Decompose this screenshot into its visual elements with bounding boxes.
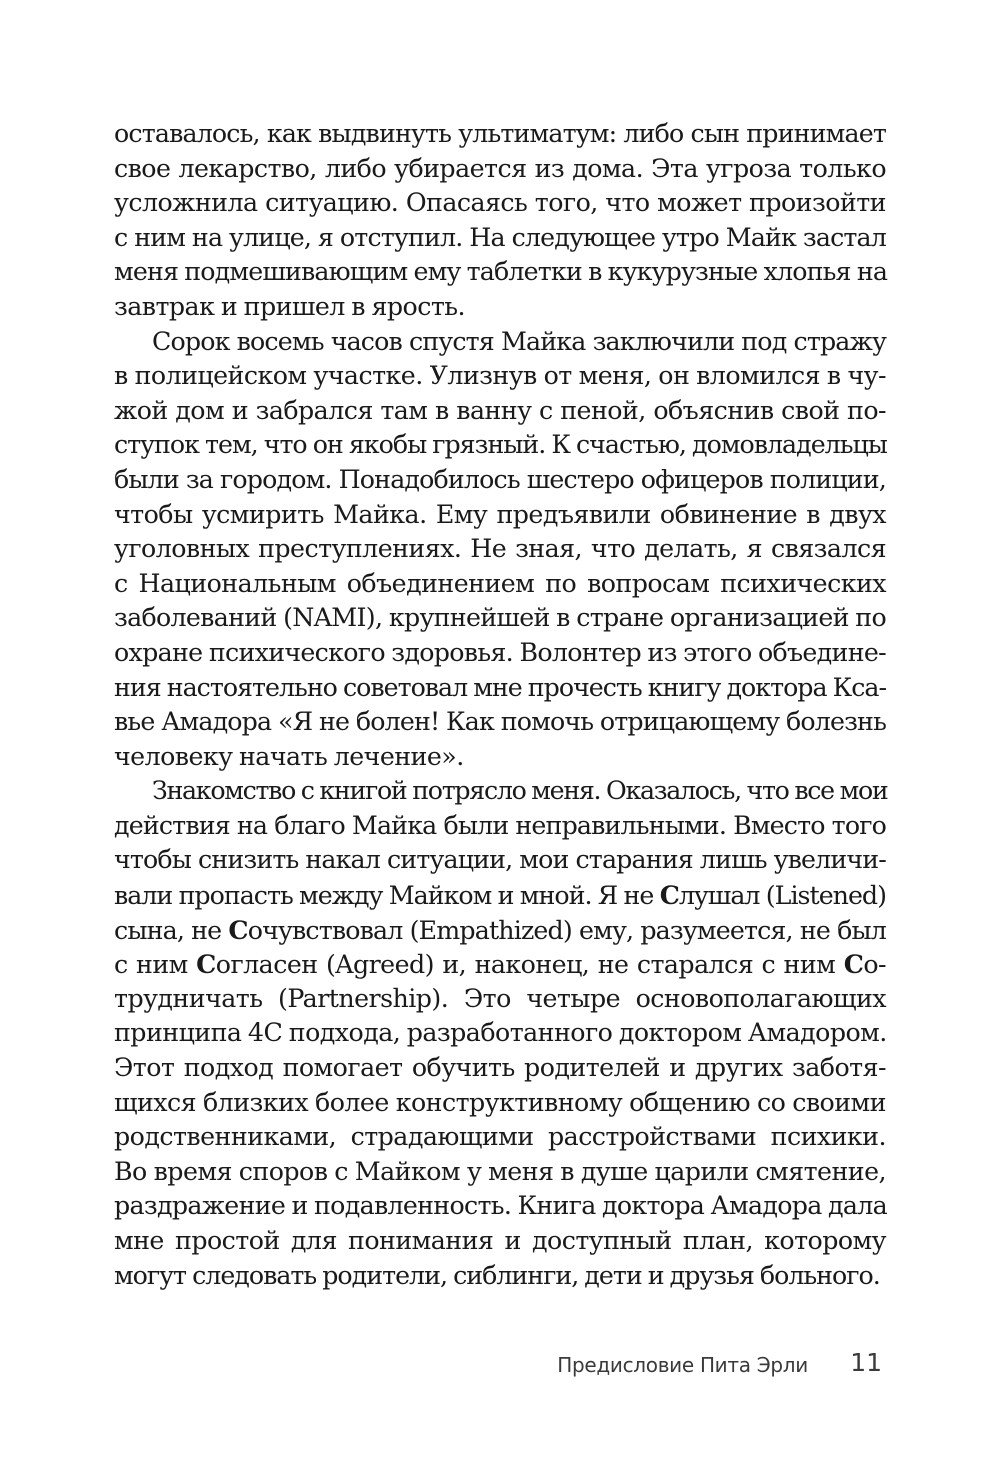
text-line: родственниками, страдающими расстройствами психики.: [114, 1122, 886, 1152]
text-line: раздражение и подавленность. Книга доктора Амадора дала: [114, 1191, 887, 1221]
text-line: Этот подход помогает обучить родителей и других заботя-: [114, 1053, 886, 1083]
text-line: вье Амадора «Я не болен! Как помочь отрицающему болезнь: [114, 707, 886, 737]
text-line: трудничать (Partnership). Это четыре основополагающих: [114, 983, 886, 1013]
text-line: Во время споров с Майком у меня в душе царили смятение,: [114, 1156, 886, 1186]
text-line: чтобы усмирить Майка. Ему предъявили обвинение в двух: [114, 499, 886, 529]
text-line: Сорок восемь часов спустя Майка заключили под стражу: [152, 326, 886, 356]
text-segment: огласен (Agreed) и, наконец, не старался с ним: [215, 950, 844, 980]
text-line: были за городом. Понадобилось шестеро офицеров полиции,: [114, 464, 886, 494]
text-segment: о-: [863, 950, 886, 980]
text-line: с ним на улице, я отступил. На следующее утро Майк застал: [114, 222, 886, 252]
text-segment: лушал (Listened): [678, 881, 886, 911]
text-segment: сына, не: [114, 915, 229, 945]
bold-initial: С: [196, 949, 216, 980]
bold-initial: С: [228, 914, 248, 945]
text-line: чтобы снизить накал ситуации, мои старания лишь увеличи-: [114, 845, 886, 875]
text-line: жой дом и забрался там в ванну с пеной, объяснив свой по-: [114, 395, 886, 425]
text-line: меня подмешивающим ему таблетки в кукурузные хлопья на: [114, 257, 888, 287]
text-line: ния настоятельно советовал мне прочесть книгу доктора Кса-: [114, 672, 886, 702]
text-segment: вали пропасть между Майком и мной. Я не: [114, 881, 660, 911]
page-number: 11: [850, 1348, 882, 1377]
text-line: уголовных преступлениях. Не зная, что делать, я связался: [114, 534, 886, 564]
text-line: человеку начать лечение».: [114, 741, 464, 771]
text-line: завтрак и пришел в ярость.: [114, 291, 466, 321]
text-line: усложнила ситуацию. Опасаясь того, что может произойти: [114, 188, 886, 218]
text-line: Знакомство с книгой потрясло меня. Оказалось, что все мои: [152, 776, 888, 806]
text-line: оставалось, как выдвинуть ультиматум: либо сын принимает: [114, 119, 886, 148]
text-line: действия на благо Майка были неправильными. Вместо того: [114, 810, 886, 840]
text-line: [114, 878, 886, 913]
bold-initial: С: [843, 949, 864, 980]
text-line: [114, 947, 886, 982]
text-line: мне простой для понимания и доступный план, которому: [114, 1226, 886, 1255]
text-line: принципа 4С подхода, разработанного доктором Амадором.: [114, 1018, 887, 1048]
text-line: в полицейском участке. Улизнув от меня, он вломился в чу-: [114, 361, 886, 391]
text-line: охране психического здоровья. Волонтер из этого объедине-: [114, 637, 886, 667]
running-footer-title: Предисловие Пита Эрли: [557, 1353, 808, 1377]
text-segment: с ним: [114, 950, 197, 980]
text-segment: очувствовал (Empathized) ему, разумеется, не был: [247, 915, 886, 945]
text-line: щихся близких более конструктивному общению со своими: [114, 1087, 886, 1117]
bold-initial: С: [659, 880, 679, 911]
text-line: с Национальным объединением по вопросам психических: [114, 568, 886, 598]
text-line: могут следовать родители, сиблинги, дети и друзья больного.: [114, 1260, 880, 1290]
text-line: свое лекарство, либо убирается из дома. Эта угроза только: [114, 153, 886, 183]
text-line: ступок тем, что он якобы грязный. К счастью, домовладельцы: [114, 430, 887, 460]
text-line: заболеваний (NAMI), крупнейшей в стране организацией по: [114, 603, 886, 633]
body-text: [114, 117, 886, 1293]
text-line: [114, 913, 886, 948]
page-footer: [114, 1346, 886, 1386]
